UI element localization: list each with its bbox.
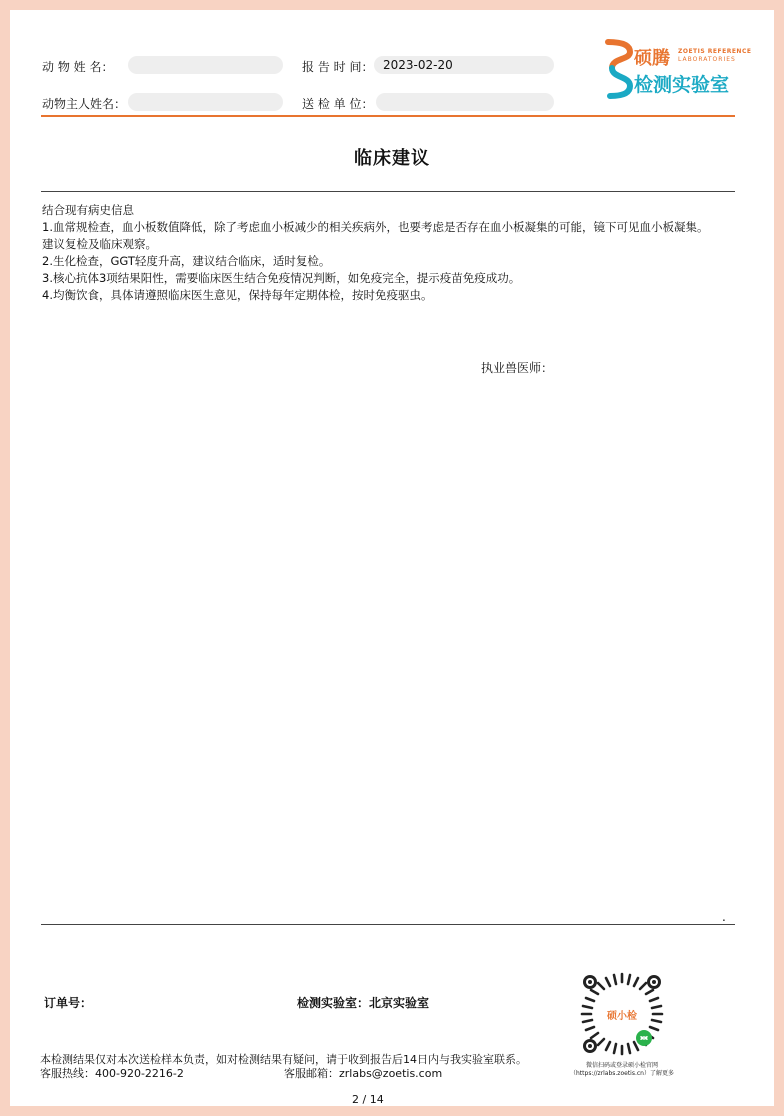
animal-name-label: 动 物 姓 名： bbox=[42, 60, 114, 74]
report-time-value: 2023-02-20 bbox=[383, 58, 453, 72]
report-page bbox=[10, 10, 774, 1106]
end-dot: . bbox=[722, 910, 726, 924]
qr-caption-line2: （https://zrlabs.zoetis.cn）了解更多 bbox=[570, 1070, 674, 1077]
animal-name-field bbox=[128, 56, 283, 74]
sender-field bbox=[376, 93, 554, 111]
intro-line: 结合现有病史信息 bbox=[42, 203, 134, 217]
page-number: 2 / 14 bbox=[352, 1093, 384, 1106]
owner-name-field bbox=[128, 93, 283, 111]
disclaimer-text: 本检测结果仅对本次送检样本负责，如对检测结果有疑问，请于收到报告后14日内与我实验室联系。 bbox=[40, 1053, 527, 1066]
vet-signature-label: 执业兽医师： bbox=[481, 361, 554, 375]
logo-cn-bottom: 检测实验室 bbox=[634, 74, 730, 96]
logo-en-line1: ZOETIS REFERENCE bbox=[678, 48, 752, 55]
recommendation-item: 4.均衡饮食，具体请遵照临床医生意见，保持每年定期体检，按时免疫驱虫。 bbox=[42, 288, 433, 302]
report-time-label: 报 告 时 间： bbox=[302, 60, 374, 74]
footer-divider bbox=[41, 924, 735, 925]
logo-ribbon-icon bbox=[604, 36, 638, 100]
sender-label: 送 检 单 位： bbox=[302, 97, 374, 111]
hotline-text: 客服热线：400-920-2216-2 bbox=[40, 1067, 184, 1080]
page-title: 临床建议 bbox=[354, 148, 430, 169]
header-divider bbox=[41, 115, 735, 117]
qr-center-label: 硕小检 bbox=[607, 1011, 637, 1022]
zoetis-lab-logo bbox=[604, 36, 752, 102]
qr-caption bbox=[552, 1062, 692, 1078]
email-text: 客服邮箱：zrlabs@zoetis.com bbox=[284, 1067, 443, 1080]
title-divider bbox=[41, 191, 735, 192]
lab-name: 检测实验室：北京实验室 bbox=[297, 996, 430, 1010]
owner-name-label: 动物主人姓名： bbox=[42, 97, 127, 111]
logo-en-line2: LABORATORIES bbox=[678, 56, 736, 63]
recommendation-text bbox=[42, 202, 718, 304]
logo-cn-top: 硕腾 bbox=[634, 48, 670, 69]
order-number-label: 订单号： bbox=[44, 996, 93, 1010]
miniprogram-qr-code bbox=[578, 970, 666, 1058]
recommendation-item: 2.生化检查，GGT轻度升高，建议结合临床，适时复检。 bbox=[42, 254, 331, 268]
recommendation-item: 1.血常规检查，血小板数值降低，除了考虑血小板减少的相关疾病外，也要考虑是否存在血小板凝集的可能，镜下可见血小板凝集。建议复检及临床观察。 bbox=[42, 220, 709, 251]
qr-caption-line1: 微信扫码或登录硕小检官网 bbox=[585, 1062, 658, 1069]
recommendation-item: 3.核心抗体3项结果阳性，需要临床医生结合免疫情况判断，如免疫完全，提示疫苗免疫成功。 bbox=[42, 271, 521, 285]
